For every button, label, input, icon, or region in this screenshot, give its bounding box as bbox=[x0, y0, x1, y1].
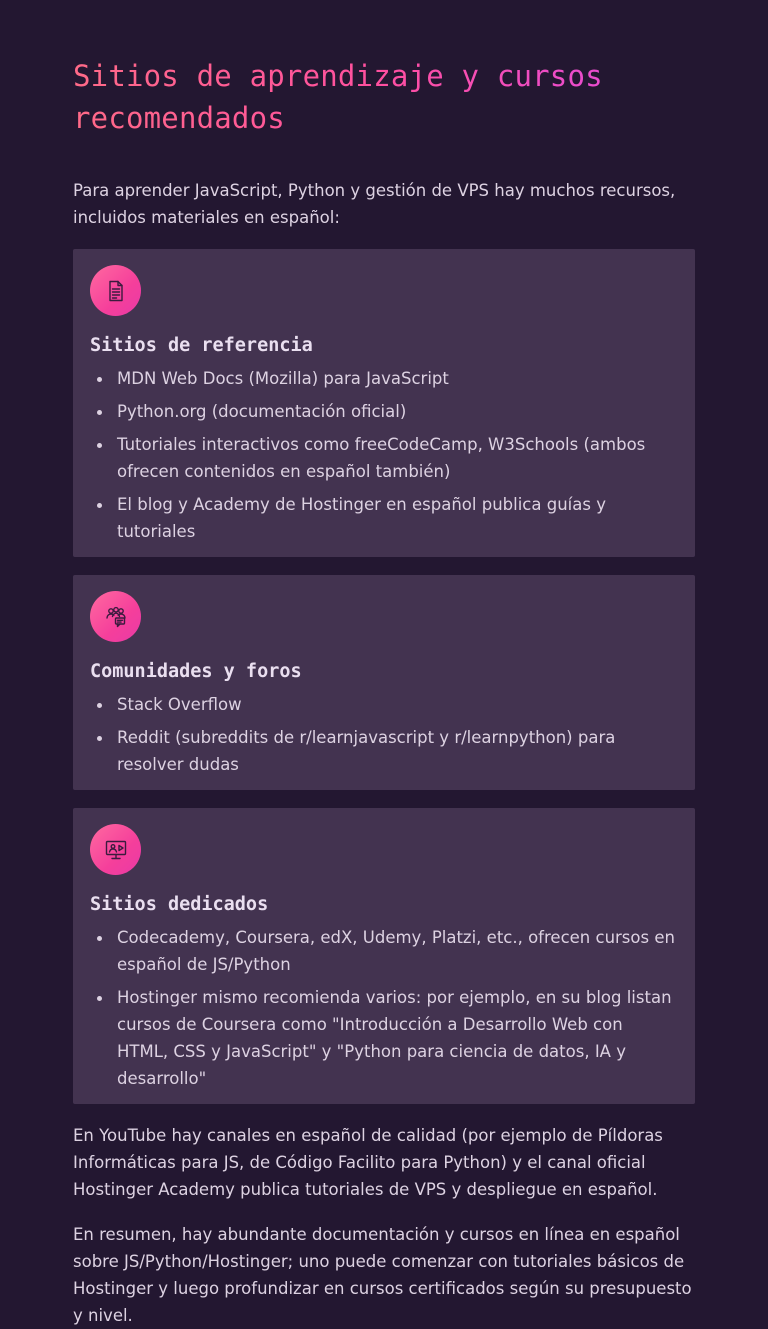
list-item: Python.org (documentación oficial) bbox=[117, 398, 678, 425]
intro-text: Para aprender JavaScript, Python y gestión de VPS hay muchos recursos, incluidos materiales en español: bbox=[73, 181, 676, 227]
card-reference-sites bbox=[73, 249, 695, 557]
youtube-paragraph: En YouTube hay canales en español de calidad (por ejemplo de Píldoras Informáticas para JS, de Código Facilito para Python) y el canal oficial Hostinger Academy publica tutoriales de VPS y despliegue en español. bbox=[73, 1126, 663, 1199]
card-list bbox=[90, 365, 678, 545]
card-title: Comunidades y foros bbox=[90, 661, 302, 682]
card-title: Sitios de referencia bbox=[90, 335, 313, 356]
list-item: MDN Web Docs (Mozilla) para JavaScript bbox=[117, 365, 678, 392]
list-item: Codecademy, Coursera, edX, Udemy, Platzi, etc., ofrecen cursos en español de JS/Python bbox=[117, 924, 678, 978]
list-item: Reddit (subreddits de r/learnjavascript y r/learnpython) para resolver dudas bbox=[117, 724, 678, 778]
page-title: Sitios de aprendizaje y cursos recomendados bbox=[73, 55, 633, 139]
online-course-icon bbox=[90, 824, 141, 875]
summary-paragraph: En resumen, hay abundante documentación y cursos en línea en español sobre JS/Python/Hostinger; uno puede comenzar con tutoriales básicos de Hostinger y luego profundizar en cursos certificados según su presupuesto y nivel. bbox=[73, 1225, 692, 1325]
card-title: Sitios dedicados bbox=[90, 894, 269, 915]
document-icon bbox=[90, 265, 141, 316]
card-list bbox=[90, 924, 678, 1092]
list-item: Stack Overflow bbox=[117, 691, 678, 718]
card-list bbox=[90, 691, 678, 778]
card-communities bbox=[73, 575, 695, 790]
card-dedicated-sites bbox=[73, 808, 695, 1104]
list-item: Hostinger mismo recomienda varios: por ejemplo, en su blog listan cursos de Coursera como "Introducción a Desarrollo Web con HTML, CSS y JavaScript" y "Python para ciencia de datos, IA y desarrollo" bbox=[117, 984, 678, 1092]
list-item: Tutoriales interactivos como freeCodeCamp, W3Schools (ambos ofrecen contenidos en español también) bbox=[117, 431, 678, 485]
community-chat-icon bbox=[90, 591, 141, 642]
list-item: El blog y Academy de Hostinger en español publica guías y tutoriales bbox=[117, 491, 678, 545]
